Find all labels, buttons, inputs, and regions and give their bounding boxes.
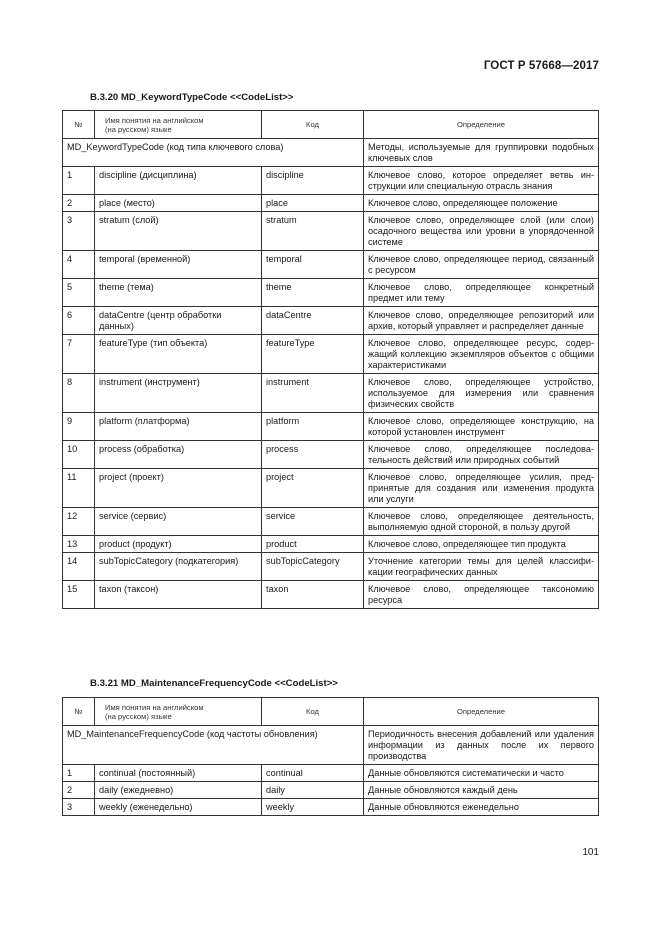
row-number-cell: 14 bbox=[63, 553, 95, 581]
table-row bbox=[63, 508, 599, 536]
class-row bbox=[63, 139, 599, 167]
table-row bbox=[63, 413, 599, 441]
definition-cell: Ключевое слово, определяющее ресурс, содержащий коллекцию экземпляров объектов с общими характеристиками bbox=[364, 335, 599, 374]
code-cell: daily bbox=[262, 782, 364, 799]
definition-cell: Ключевое слово, которое определяет ветвь инструкции или специальную отрасль знания bbox=[364, 167, 599, 195]
keyword-type-code-table bbox=[62, 110, 599, 609]
name-cell: platform (платформа) bbox=[95, 413, 262, 441]
table-row bbox=[63, 469, 599, 508]
table-row bbox=[63, 212, 599, 251]
code-cell: weekly bbox=[262, 799, 364, 816]
column-header-definition: Определение bbox=[364, 111, 599, 139]
table-row bbox=[63, 374, 599, 413]
column-header-code: Код bbox=[262, 111, 364, 139]
name-cell: weekly (еженедельно) bbox=[95, 799, 262, 816]
column-header-code: Код bbox=[262, 698, 364, 726]
definition-cell: Ключевое слово, определяющее устройство, используемое для измерения или сравнения физических свойств bbox=[364, 374, 599, 413]
code-cell: dataCentre bbox=[262, 307, 364, 335]
definition-cell: Уточнение категории темы для целей классификации географических данных bbox=[364, 553, 599, 581]
name-cell: dataCentre (центр обработки данных) bbox=[95, 307, 262, 335]
code-cell: discipline bbox=[262, 167, 364, 195]
code-cell: process bbox=[262, 441, 364, 469]
table-row bbox=[63, 279, 599, 307]
code-cell: place bbox=[262, 195, 364, 212]
row-number-cell: 3 bbox=[63, 799, 95, 816]
document-standard-header: ГОСТ Р 57668—2017 bbox=[483, 60, 599, 72]
table-row bbox=[63, 251, 599, 279]
definition-cell: Ключевое слово, определяющее тип продукта bbox=[364, 536, 599, 553]
table-row bbox=[63, 441, 599, 469]
code-cell: taxon bbox=[262, 581, 364, 609]
name-cell: place (место) bbox=[95, 195, 262, 212]
code-cell: stratum bbox=[262, 212, 364, 251]
row-number-cell: 1 bbox=[63, 765, 95, 782]
name-cell: discipline (дисциплина) bbox=[95, 167, 262, 195]
definition-cell: Данные обновляются систематически и часто bbox=[364, 765, 599, 782]
column-header-definition: Определение bbox=[364, 698, 599, 726]
definition-cell: Ключевое слово, определяющее деятельность, выполняемую одной стороной, в пользу другой bbox=[364, 508, 599, 536]
table-row bbox=[63, 782, 599, 799]
code-cell: product bbox=[262, 536, 364, 553]
name-cell: daily (ежедневно) bbox=[95, 782, 262, 799]
row-number-cell: 3 bbox=[63, 212, 95, 251]
table-header-row bbox=[63, 698, 599, 726]
row-number-cell: 1 bbox=[63, 167, 95, 195]
definition-cell: Ключевое слово, определяющее усилия, предпринятые для создания или изменения продукта или услуги bbox=[364, 469, 599, 508]
code-cell: theme bbox=[262, 279, 364, 307]
name-cell: process (обработка) bbox=[95, 441, 262, 469]
row-number-cell: 4 bbox=[63, 251, 95, 279]
row-number-cell: 12 bbox=[63, 508, 95, 536]
column-header-name bbox=[95, 111, 262, 139]
table-row bbox=[63, 553, 599, 581]
name-cell: subTopicCategory (подкатегория) bbox=[95, 553, 262, 581]
definition-cell: Ключевое слово, определяющее последовательность действий или природных событий bbox=[364, 441, 599, 469]
definition-cell: Данные обновляются еженедельно bbox=[364, 799, 599, 816]
row-number-cell: 13 bbox=[63, 536, 95, 553]
code-cell: service bbox=[262, 508, 364, 536]
class-name-cell: MD_KeywordTypeCode (код типа ключевого слова) bbox=[63, 139, 364, 167]
table-row bbox=[63, 167, 599, 195]
definition-cell: Ключевое слово, определяющее репозиторий или архив, который управляет и распределяет данные bbox=[364, 307, 599, 335]
column-header-name-line1: Имя понятия на английском bbox=[105, 702, 204, 712]
class-definition-cell: Методы, используемые для группировки подобных ключевых слов bbox=[364, 139, 599, 167]
row-number-cell: 6 bbox=[63, 307, 95, 335]
table-row bbox=[63, 581, 599, 609]
table-row bbox=[63, 799, 599, 816]
name-cell: instrument (инструмент) bbox=[95, 374, 262, 413]
name-cell: featureType (тип объекта) bbox=[95, 335, 262, 374]
name-cell: project (проект) bbox=[95, 469, 262, 508]
table-header-row bbox=[63, 111, 599, 139]
name-cell: service (сервис) bbox=[95, 508, 262, 536]
definition-cell: Ключевое слово, определяющее таксономию ресурса bbox=[364, 581, 599, 609]
section-title-maintenance-frequency-code: B.3.21 MD_MaintenanceFrequencyCode <<CodeList>> bbox=[90, 678, 338, 689]
column-header-no: № bbox=[63, 111, 95, 139]
table-row bbox=[63, 335, 599, 374]
class-row bbox=[63, 726, 599, 765]
code-cell: platform bbox=[262, 413, 364, 441]
name-cell: continual (постоянный) bbox=[95, 765, 262, 782]
row-number-cell: 15 bbox=[63, 581, 95, 609]
code-cell: temporal bbox=[262, 251, 364, 279]
definition-cell: Ключевое слово, определяющее период, связанный с ресурсом bbox=[364, 251, 599, 279]
class-name-cell: MD_MaintenanceFrequencyCode (код частоты обновления) bbox=[63, 726, 364, 765]
name-cell: stratum (слой) bbox=[95, 212, 262, 251]
code-cell: featureType bbox=[262, 335, 364, 374]
maintenance-frequency-code-table bbox=[62, 697, 599, 816]
row-number-cell: 7 bbox=[63, 335, 95, 374]
code-cell: subTopicCategory bbox=[262, 553, 364, 581]
table-row bbox=[63, 307, 599, 335]
row-number-cell: 5 bbox=[63, 279, 95, 307]
page-number: 101 bbox=[582, 847, 599, 858]
name-cell: theme (тема) bbox=[95, 279, 262, 307]
definition-cell: Ключевое слово, определяющее конкретный предмет или тему bbox=[364, 279, 599, 307]
name-cell: temporal (временной) bbox=[95, 251, 262, 279]
table-row bbox=[63, 195, 599, 212]
definition-cell: Ключевое слово, определяющее положение bbox=[364, 195, 599, 212]
table-row bbox=[63, 536, 599, 553]
class-definition-cell: Периодичность внесения добавлений или удаления информации из данных после их первого производства bbox=[364, 726, 599, 765]
column-header-name-line2: (на русском) языке bbox=[105, 711, 172, 721]
row-number-cell: 11 bbox=[63, 469, 95, 508]
section-title-keyword-type-code: B.3.20 MD_KeywordTypeCode <<CodeList>> bbox=[90, 92, 294, 103]
row-number-cell: 2 bbox=[63, 782, 95, 799]
name-cell: taxon (таксон) bbox=[95, 581, 262, 609]
code-cell: project bbox=[262, 469, 364, 508]
column-header-name-line2: (на русском) языке bbox=[105, 124, 172, 134]
definition-cell: Данные обновляются каждый день bbox=[364, 782, 599, 799]
row-number-cell: 8 bbox=[63, 374, 95, 413]
row-number-cell: 9 bbox=[63, 413, 95, 441]
column-header-name bbox=[95, 698, 262, 726]
code-cell: continual bbox=[262, 765, 364, 782]
definition-cell: Ключевое слово, определяющее слой (или слои) осадочного вещества или уровни в упорядоченной системе bbox=[364, 212, 599, 251]
row-number-cell: 10 bbox=[63, 441, 95, 469]
table-row bbox=[63, 765, 599, 782]
column-header-name-line1: Имя понятия на английском bbox=[105, 115, 204, 125]
column-header-no: № bbox=[63, 698, 95, 726]
row-number-cell: 2 bbox=[63, 195, 95, 212]
code-cell: instrument bbox=[262, 374, 364, 413]
definition-cell: Ключевое слово, определяющее конструкцию, на которой установлен инструмент bbox=[364, 413, 599, 441]
name-cell: product (продукт) bbox=[95, 536, 262, 553]
